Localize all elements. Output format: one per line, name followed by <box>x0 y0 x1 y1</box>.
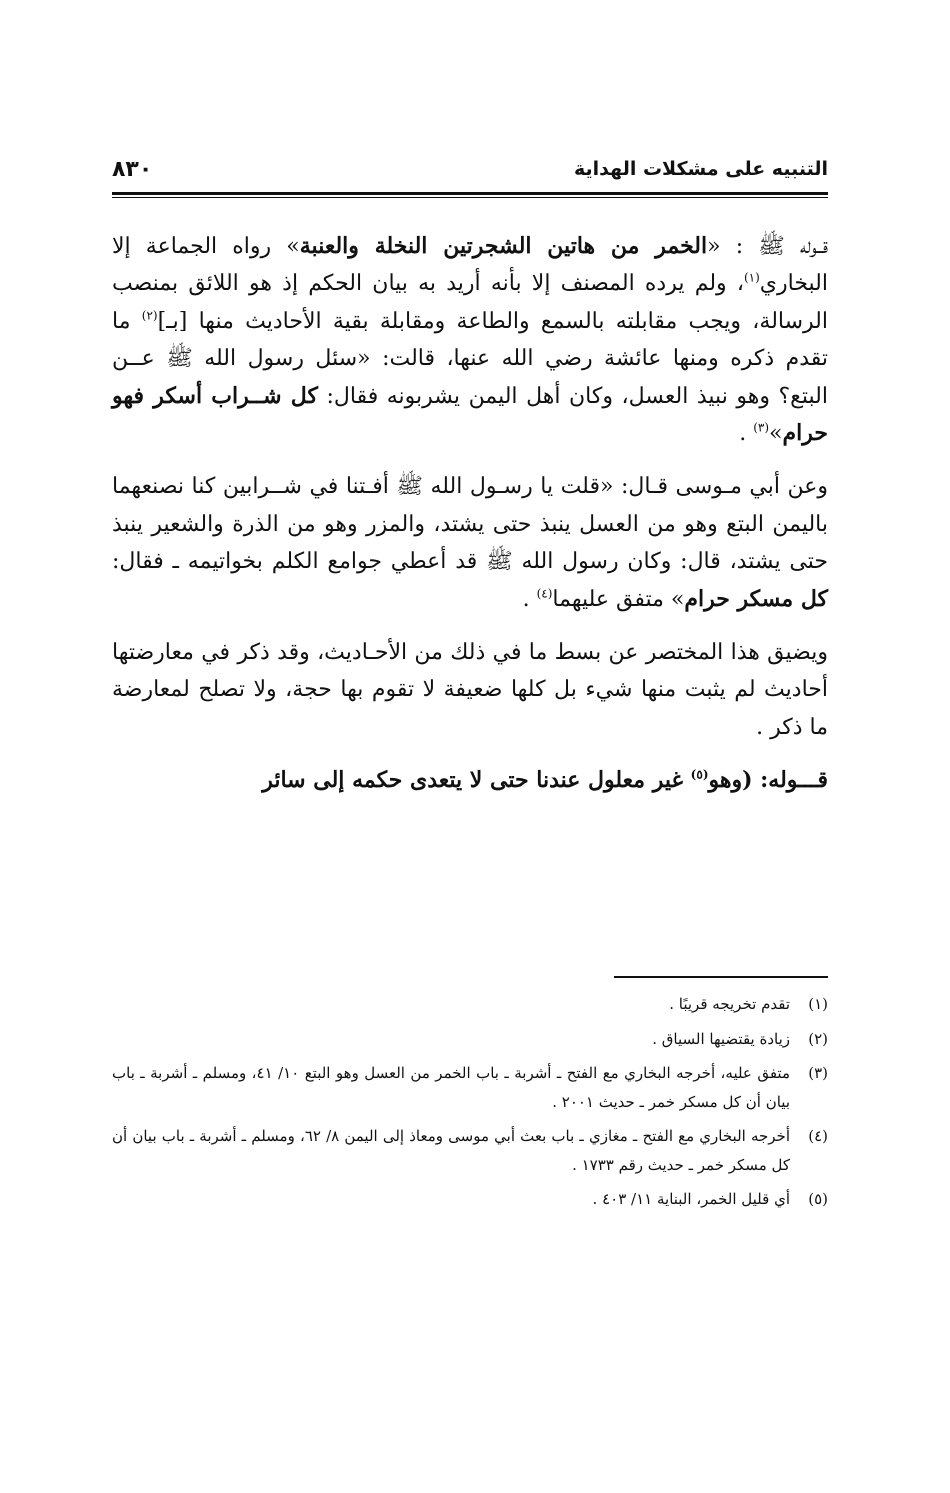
text-run: وعن أبي مـوسى قـال: «قلت يا رسـول الله ﷺ أفـتنا في شــرابين كنا نصنعهما باليمن البتع وهو من العسل ينبذ حتى يشتد، والمزر وهو من الذرة والشعير ينبذ حتى يشتد، قال: وكان رسول الله ﷺ قد أعطي جوامع الكلم بخواتيمه ـ فقال: <box>112 474 828 575</box>
text-run: غير معلول عندنا حتى لا يتعدى حكمه إلى سائر <box>262 767 691 794</box>
footnote-separator <box>614 976 828 978</box>
footnotes-list <box>112 990 828 1220</box>
footnote-text: تقدم تخريجه قريبًا . <box>669 995 790 1013</box>
footnote-4 <box>112 1122 828 1179</box>
paragraph-1 <box>112 228 828 452</box>
footnote-2 <box>112 1025 828 1054</box>
text-run: . <box>522 586 537 612</box>
footnote-text: متفق عليه، أخرجه البخاري مع الفتح ـ أشربة ـ باب الخمر من العسل وهو البتع ١٠/ ٤١، ومسلم ـ أشربة ـ باب بيان أن كل مسكر خمر ـ حديث ٢٠٠١ . <box>112 1064 790 1111</box>
book-page <box>112 0 828 1493</box>
text-run: » رواه الجماعة إلا البخاري <box>112 234 828 297</box>
text-run: ، ولم يرده المصنف إلا بأنه أريد به بيان الحكم إذ هو اللائق بمنصب الرسالة، ويجب مقابلته بالسمع والطاعة ومقابلة بقية الأحاديث منها [بـ] <box>112 271 828 334</box>
main-text <box>112 228 828 799</box>
footnote-text: زيادة يقتضيها السياق . <box>652 1029 790 1048</box>
footnote-ref-4: (٤) <box>536 586 553 601</box>
footnote-ref-1: (١) <box>743 271 760 286</box>
hadith-quote: الخمر من هاتين الشجرتين النخلة والعنبة <box>299 233 708 259</box>
paragraph-2 <box>112 468 828 618</box>
hadith-quote: كل شــراب أسكر فهو حرام <box>112 382 828 446</box>
page-number: ٨٣٠ <box>112 156 153 182</box>
footnote-number: (٤) <box>808 1127 828 1145</box>
text-run: . <box>739 420 754 446</box>
text-run: قـــوله: (وهو <box>708 767 828 794</box>
footnote-ref-2: (٢) <box>141 308 158 323</box>
hadith-quote: كل مسكر حرام <box>684 585 828 612</box>
paragraph-4 <box>112 762 828 799</box>
text-run: ويضيق هذا المختصر عن بسط ما في ذلك من الأحـاديث، وقد ذكر في معارضتها أحاديث لم يثبت منها شيء بل كلها ضعيفة لا تقوم بها حجة، ولا تصلح لمعارضة ما ذكر . <box>112 639 828 740</box>
paragraph-3 <box>112 634 828 746</box>
footnote-5 <box>112 1185 828 1214</box>
footnote-ref-3: (٣) <box>753 420 770 435</box>
footnote-1 <box>112 990 828 1019</box>
footnote-3 <box>112 1059 828 1116</box>
header-rule-thick <box>112 192 828 195</box>
text-run: ما تقدم ذكره ومنها عائشة رضي الله عنها، قالت: «سئل رسول الله ﷺ عــن البتع؟ وهو نبيذ العسل، وكان أهل اليمن يشربونه فقال: <box>112 308 828 409</box>
footnote-number: (٣) <box>808 1064 828 1082</box>
footnote-text: أي قليل الخمر، البناية ١١/ ٤٠٣ . <box>592 1190 790 1208</box>
footnote-ref-5: (٥) <box>690 767 709 782</box>
text-run: قــوله ﷺ : « <box>707 234 828 259</box>
page-header <box>112 152 828 186</box>
footnote-number: (١) <box>808 995 828 1013</box>
footnote-number: (٥) <box>808 1190 828 1208</box>
footnote-number: (٢) <box>808 1029 828 1048</box>
header-rule-thin <box>112 197 828 198</box>
running-title: التنبيه على مشكلات الهداية <box>574 158 828 180</box>
footnote-text: أخرجه البخاري مع الفتح ـ مغازي ـ باب بعث أبي موسى ومعاذ إلى اليمن ٨/ ٦٢، ومسلم ـ أشربة ـ باب بيان أن كل مسكر خمر ـ حديث رقم ١٧٣٣ . <box>112 1127 790 1174</box>
text-run: » <box>769 420 783 446</box>
text-run: » متفق عليهما <box>552 586 685 612</box>
